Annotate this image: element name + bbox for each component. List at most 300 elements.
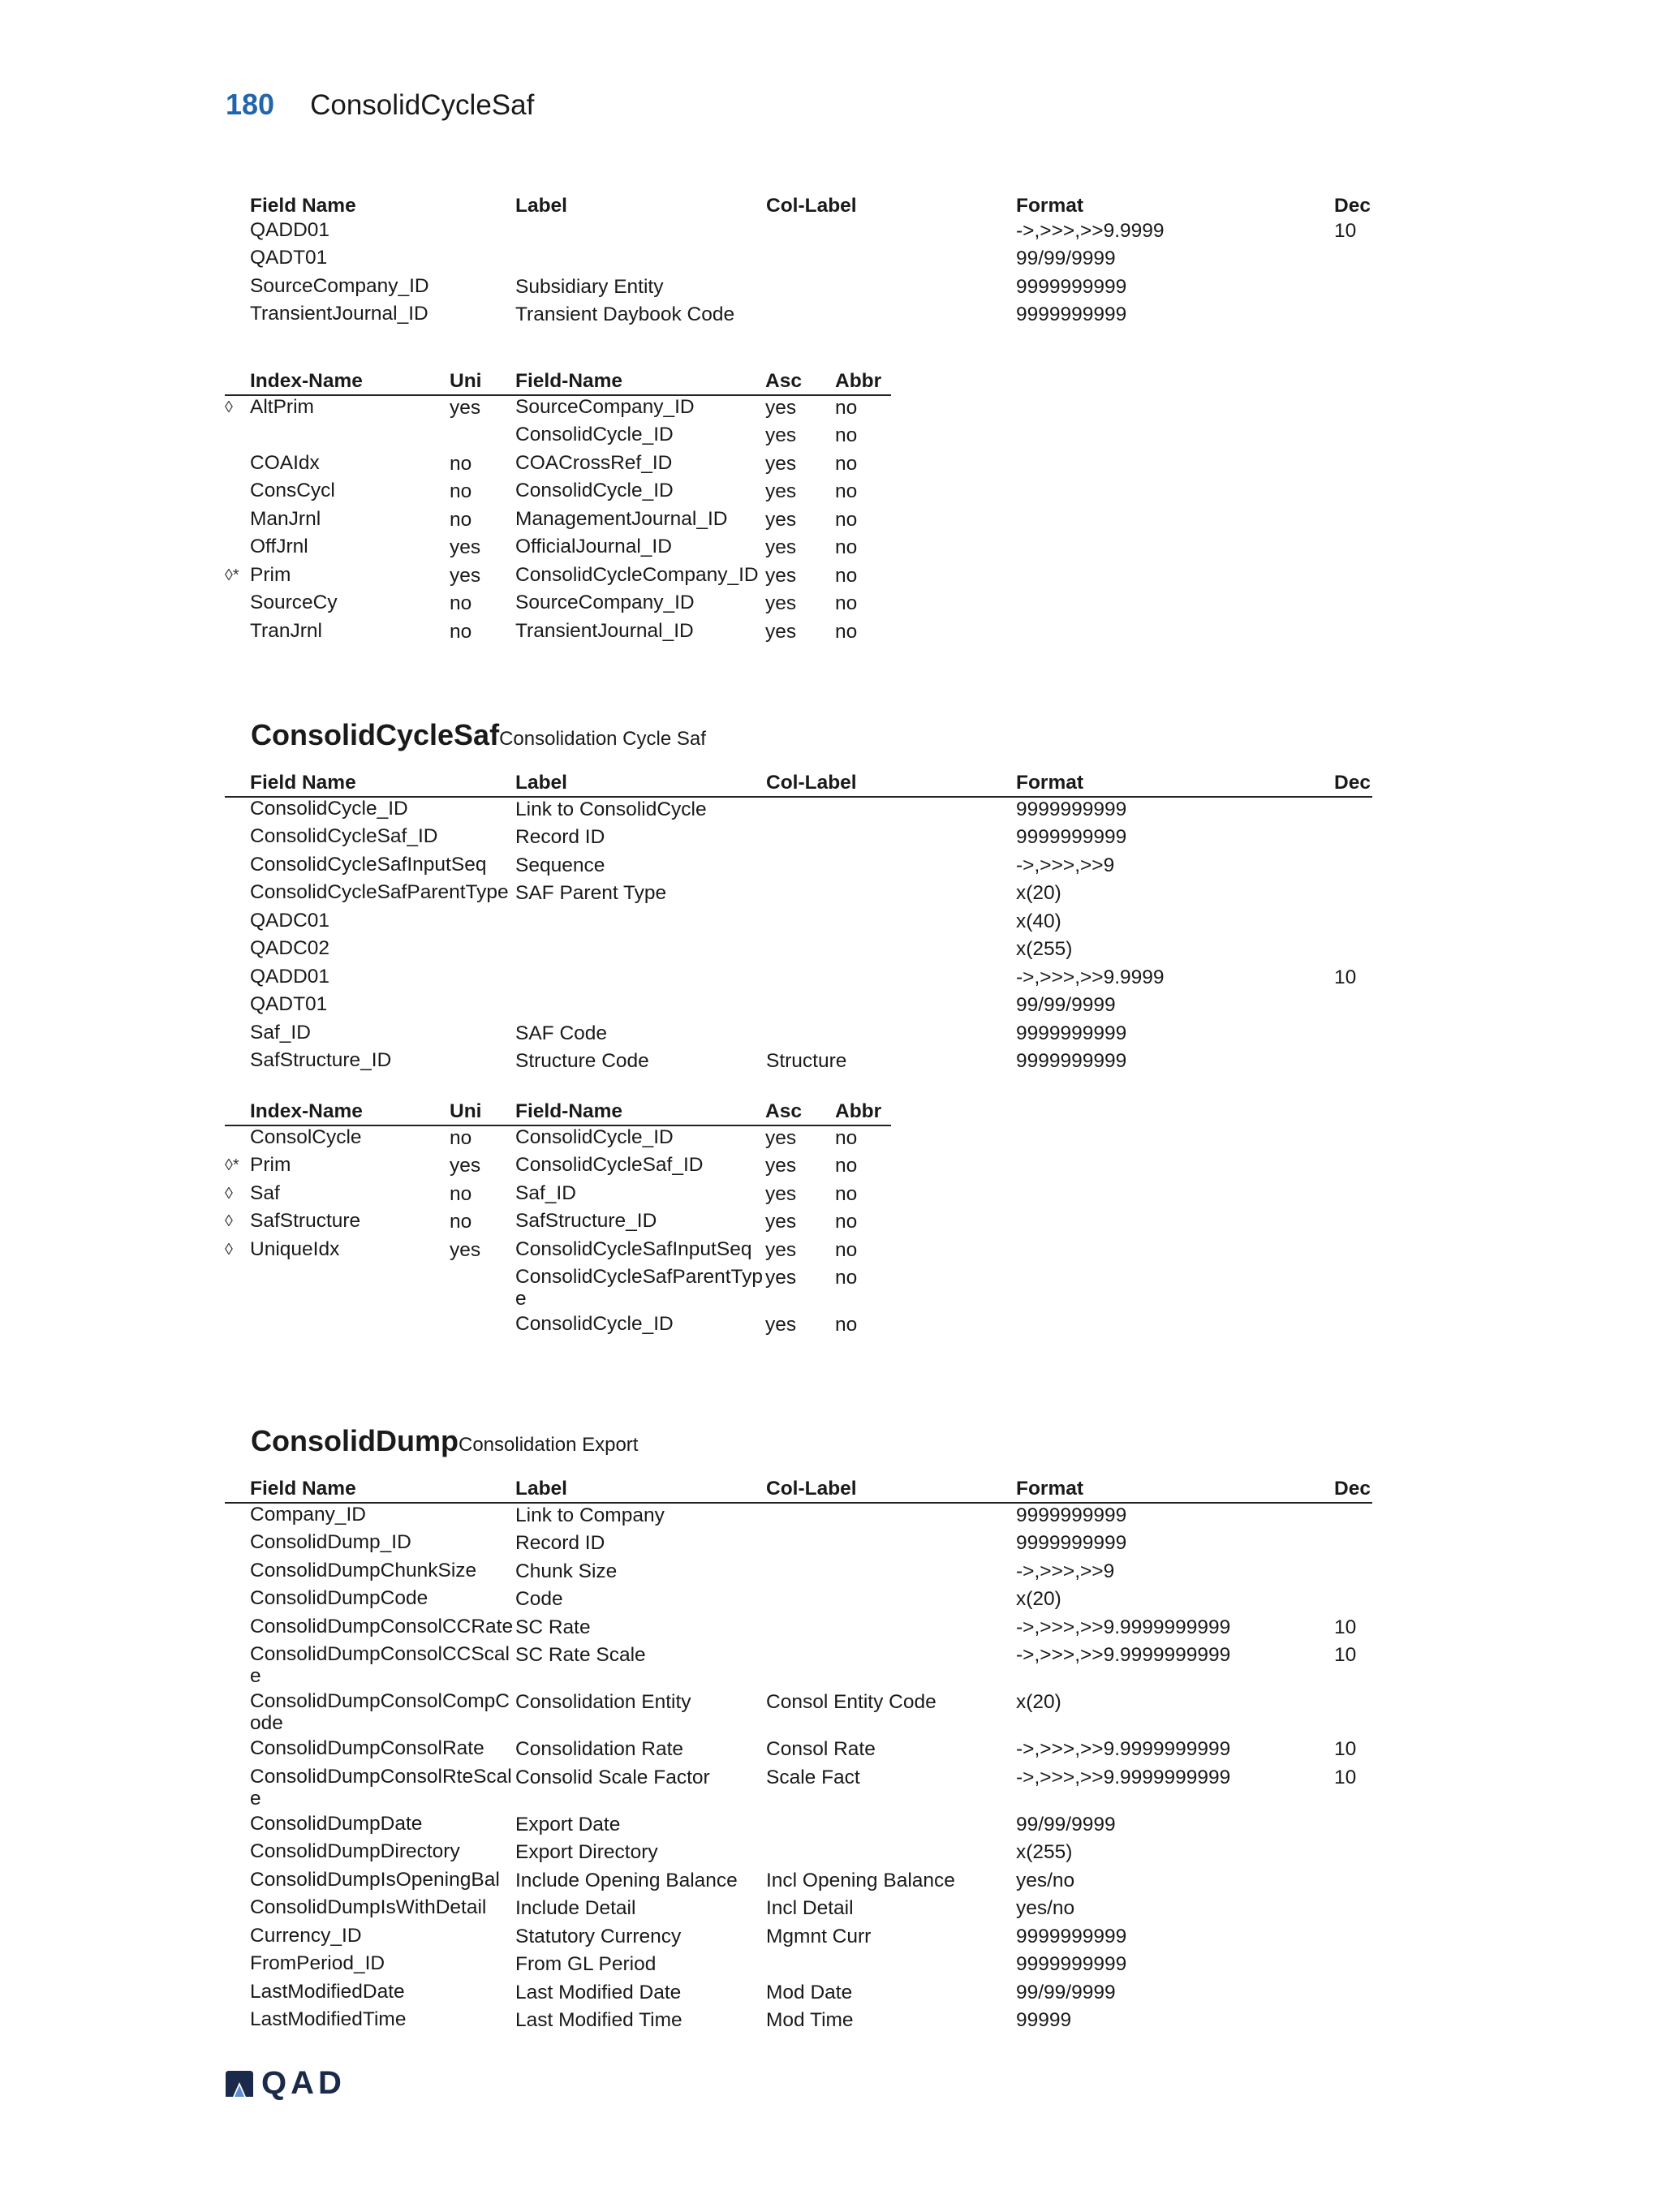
field-label: Record ID — [515, 1532, 605, 1554]
field-name: Currency_ID — [250, 1924, 362, 1947]
decimals — [1334, 1022, 1372, 1050]
field-row — [225, 1869, 1372, 1897]
unique-flag: no — [450, 1182, 472, 1205]
abbreviated-flag: no — [835, 536, 858, 558]
index-name: UniqueIdx — [250, 1237, 340, 1260]
field-row — [225, 1952, 1372, 1981]
field-row — [225, 1587, 1372, 1616]
column-label — [766, 1952, 1016, 1981]
abbreviated-flag: no — [835, 1155, 858, 1177]
index-row — [225, 1313, 891, 1341]
index-marker — [225, 536, 250, 564]
field-format: 9999999999 — [1016, 1532, 1127, 1554]
header-col-label: Col-Label — [766, 771, 1016, 797]
spacer — [225, 275, 250, 303]
header-dec: Dec — [1334, 195, 1371, 217]
index-marker — [225, 452, 250, 480]
decimals — [1334, 1560, 1372, 1588]
unique-flag: no — [450, 1211, 472, 1233]
unique-flag: no — [450, 1126, 472, 1149]
index-name: SourceCy — [250, 592, 338, 613]
spacer — [225, 1022, 250, 1050]
field-format: 9999999999 — [1016, 1504, 1127, 1526]
spacer — [225, 1737, 250, 1766]
field-row — [225, 219, 1372, 247]
decimals: 10 — [1334, 1616, 1357, 1638]
spacer — [225, 219, 250, 247]
decimals — [1334, 247, 1372, 275]
column-label — [766, 1840, 1016, 1869]
field-name: QADT01 — [250, 993, 328, 1015]
index-field-name: SourceCompany_ID — [515, 592, 695, 613]
spacer — [225, 247, 250, 275]
field-row — [225, 1813, 1372, 1841]
field-label: Export Directory — [515, 1841, 658, 1863]
field-row — [225, 2008, 1372, 2037]
index-marker — [225, 1266, 250, 1313]
column-label — [766, 937, 1016, 966]
field-row — [225, 910, 1372, 938]
field-row — [225, 1737, 1372, 1766]
abbreviated-flag: no — [835, 1126, 858, 1149]
header-uni: Uni — [450, 369, 515, 395]
column-label — [766, 247, 1016, 275]
index-row — [225, 424, 891, 452]
index-name: ConsolCycle — [250, 1125, 362, 1148]
unique-flag — [450, 424, 515, 452]
decimals — [1334, 854, 1372, 882]
decimals: 10 — [1334, 1738, 1357, 1760]
ascending-flag: yes — [765, 396, 797, 419]
field-name: FromPeriod_ID — [250, 1952, 385, 1974]
field-name: QADC01 — [250, 909, 330, 932]
field-format: 99999 — [1016, 2009, 1072, 2031]
index-name — [250, 1313, 450, 1341]
field-name: ConsolidDumpIsOpeningBal — [250, 1868, 500, 1891]
spacer — [225, 1766, 250, 1813]
spacer — [225, 966, 250, 994]
field-label: SC Rate — [515, 1616, 591, 1638]
index-field-name: ConsolidCycle_ID — [515, 1125, 674, 1148]
index-field-name: ConsolidCycleSaf_ID — [515, 1154, 704, 1176]
decimals — [1334, 1925, 1372, 1953]
header-field-name: Field Name — [250, 771, 515, 797]
ascending-flag: yes — [765, 1182, 797, 1205]
field-format: x(40) — [1016, 910, 1061, 932]
decimals — [1334, 1952, 1372, 1981]
continued-field-table — [225, 194, 1372, 331]
decimals — [1334, 1690, 1372, 1737]
header-dec: Dec — [1334, 771, 1372, 797]
field-row — [225, 854, 1372, 882]
field-format: 9999999999 — [1016, 1050, 1127, 1072]
unique-flag: yes — [450, 564, 481, 587]
decimals — [1334, 993, 1372, 1022]
index-row — [225, 1154, 891, 1182]
index-field-name: ManagementJournal_ID — [515, 507, 728, 530]
field-label: Link to Company — [515, 1504, 665, 1526]
index-field-name: Saf_ID — [515, 1181, 576, 1204]
field-label: Include Detail — [515, 1897, 636, 1919]
header-format: Format — [1016, 771, 1334, 797]
index-name: ConsCycl — [250, 480, 335, 501]
spacer — [225, 1503, 250, 1532]
column-label: Scale Fact — [766, 1766, 860, 1788]
index-name: Prim — [250, 1154, 291, 1176]
column-label — [766, 1643, 1016, 1690]
field-label: Include Opening Balance — [515, 1869, 738, 1891]
field-name: ConsolidCycleSafInputSeq — [250, 853, 487, 876]
index-marker — [225, 1313, 250, 1341]
spacer — [225, 825, 250, 854]
field-label — [515, 910, 766, 938]
spacer — [225, 1560, 250, 1588]
ascending-flag: yes — [765, 620, 797, 643]
spacer — [225, 797, 250, 826]
column-label: Consol Rate — [766, 1738, 876, 1760]
index-name: Saf — [250, 1181, 280, 1204]
decimals — [1334, 937, 1372, 966]
ascending-flag: yes — [765, 480, 797, 502]
header-label: Label — [515, 771, 766, 797]
field-row — [225, 1049, 1372, 1078]
table-description: Consolidation Cycle Saf — [499, 728, 706, 750]
field-row — [225, 1690, 1372, 1737]
index-name: OffJrnl — [250, 536, 308, 557]
decimals — [1334, 1813, 1372, 1841]
spacer — [225, 993, 250, 1022]
column-label — [766, 1560, 1016, 1588]
field-name: Saf_ID — [250, 1021, 311, 1044]
consolidcyclesaf-index-table — [225, 1100, 891, 1341]
field-format: 99/99/9999 — [1016, 1981, 1116, 2003]
field-row — [225, 797, 1372, 826]
ascending-flag: yes — [765, 508, 797, 531]
spacer — [225, 910, 250, 938]
header-col-label: Col-Label — [766, 195, 857, 217]
column-label: Consol Entity Code — [766, 1691, 936, 1713]
index-field-name: COACrossRef_ID — [515, 451, 673, 474]
field-format: 9999999999 — [1016, 1925, 1127, 1947]
index-marker: ◊ — [225, 1212, 233, 1230]
field-name: ConsolidDumpDirectory — [250, 1840, 460, 1862]
spacer — [225, 1896, 250, 1925]
field-name: ConsolidDumpConsolCCScale — [250, 1643, 510, 1687]
field-name: ConsolidCycleSafParentType — [250, 881, 509, 903]
field-label — [515, 993, 766, 1022]
index-field-name: ConsolidCycleSafInputSeq — [515, 1237, 752, 1260]
header-field-name: Field Name — [250, 195, 356, 217]
ascending-flag: yes — [765, 424, 797, 446]
abbreviated-flag: no — [835, 424, 858, 446]
field-name: ConsolidDumpChunkSize — [250, 1559, 477, 1582]
field-format: ->,>>>,>>9.9999999999 — [1016, 1738, 1231, 1760]
field-label: Subsidiary Entity — [515, 275, 664, 298]
header-label: Label — [515, 1477, 766, 1503]
table-description: Consolidation Export — [458, 1434, 639, 1456]
page-number: 180 — [226, 88, 275, 121]
decimals — [1334, 1869, 1372, 1897]
unique-flag: no — [450, 480, 472, 502]
section-title-consolidcyclesaf — [251, 718, 706, 752]
field-label: Consolid Scale Factor — [515, 1766, 710, 1788]
decimals: 10 — [1334, 219, 1357, 242]
abbreviated-flag: no — [835, 564, 858, 587]
field-format: 9999999999 — [1016, 1022, 1127, 1044]
decimals — [1334, 1531, 1372, 1560]
field-name: ConsolidDumpDate — [250, 1812, 423, 1835]
column-label — [766, 1813, 1016, 1841]
header-asc: Asc — [765, 1100, 835, 1125]
abbreviated-flag: no — [835, 1314, 858, 1336]
field-row — [225, 1925, 1372, 1953]
field-row — [225, 1643, 1372, 1690]
field-name: SourceCompany_ID — [250, 274, 429, 297]
index-marker: ◊ — [225, 398, 233, 416]
header-field-name: Field Name — [250, 1477, 515, 1503]
column-label: Mgmnt Curr — [766, 1925, 872, 1947]
abbreviated-flag: no — [835, 452, 858, 475]
decimals: 10 — [1334, 966, 1357, 988]
field-name: SafStructure_ID — [250, 1049, 392, 1071]
unique-flag — [450, 1266, 515, 1313]
field-label: From GL Period — [515, 1953, 657, 1975]
field-format: 9999999999 — [1016, 303, 1127, 325]
field-name: LastModifiedDate — [250, 1980, 405, 2003]
field-row — [225, 275, 1372, 303]
field-label: Last Modified Date — [515, 1981, 682, 2003]
spacer — [225, 1531, 250, 1560]
decimals — [1334, 825, 1372, 854]
field-row — [225, 1560, 1372, 1588]
index-name: COAIdx — [250, 451, 320, 474]
header-dec: Dec — [1334, 1477, 1372, 1503]
field-label: SAF Code — [515, 1022, 608, 1044]
index-name: Prim — [250, 563, 291, 586]
abbreviated-flag: no — [835, 480, 858, 502]
column-label: Mod Time — [766, 2009, 854, 2031]
abbreviated-flag: no — [835, 1211, 858, 1233]
column-label: Mod Date — [766, 1981, 853, 2003]
column-label — [766, 1022, 1016, 1050]
index-row — [225, 564, 891, 592]
column-label — [766, 275, 1016, 303]
unique-flag — [450, 1313, 515, 1341]
field-format: ->,>>>,>>9.9999 — [1016, 219, 1165, 242]
field-format: ->,>>>,>>9 — [1016, 1560, 1115, 1582]
decimals — [1334, 1840, 1372, 1869]
column-label — [766, 910, 1016, 938]
index-marker — [225, 592, 250, 620]
index-name: TranJrnl — [250, 619, 322, 642]
decimals — [1334, 1503, 1372, 1532]
spacer — [225, 1869, 250, 1897]
field-name: ConsolidDump_ID — [250, 1531, 411, 1553]
ascending-flag: yes — [765, 1211, 797, 1233]
decimals — [1334, 1896, 1372, 1925]
index-row — [225, 452, 891, 480]
unique-flag: no — [450, 452, 472, 475]
index-field-name: ConsolidCycle_ID — [515, 480, 674, 501]
decimals: 10 — [1334, 1766, 1357, 1788]
index-marker — [225, 508, 250, 536]
ascending-flag: yes — [765, 536, 797, 558]
index-marker: ◊ — [225, 1184, 233, 1203]
index-marker — [225, 480, 250, 508]
ascending-flag: yes — [765, 592, 797, 614]
field-row — [225, 1766, 1372, 1813]
unique-flag: yes — [450, 1155, 481, 1177]
field-format: ->,>>>,>>9.9999999999 — [1016, 1766, 1231, 1788]
field-format: x(255) — [1016, 938, 1073, 960]
field-name: ConsolidDumpConsolCCRate — [250, 1615, 514, 1637]
field-row — [225, 993, 1372, 1022]
index-field-name: ConsolidCycleCompany_ID — [515, 563, 759, 586]
field-format: 99/99/9999 — [1016, 247, 1116, 269]
spacer — [225, 854, 250, 882]
header-index-name: Index-Name — [250, 369, 450, 395]
spacer — [225, 1840, 250, 1869]
column-label — [766, 825, 1016, 854]
spacer — [225, 881, 250, 910]
spacer — [225, 1813, 250, 1841]
index-marker: ◊ — [225, 1240, 233, 1259]
field-format: ->,>>>,>>9.9999999999 — [1016, 1644, 1231, 1666]
page-title: ConsolidCycleSaf — [310, 89, 535, 121]
abbreviated-flag: no — [835, 508, 858, 531]
field-format: 99/99/9999 — [1016, 994, 1116, 1016]
field-name: ConsolidDumpConsolCompCode — [250, 1690, 510, 1734]
header-index-name: Index-Name — [250, 1100, 450, 1125]
field-row — [225, 247, 1372, 275]
header-label: Label — [515, 195, 567, 217]
field-label: SC Rate Scale — [515, 1644, 646, 1666]
ascending-flag: yes — [765, 1155, 797, 1177]
spacer — [225, 1690, 250, 1737]
field-format: ->,>>>,>>9 — [1016, 854, 1115, 876]
spacer — [225, 1981, 250, 2009]
consolidcyclesaf-field-table — [225, 771, 1372, 1078]
index-row — [225, 592, 891, 620]
header-format: Format — [1016, 1477, 1334, 1503]
decimals — [1334, 275, 1372, 303]
field-label — [515, 937, 766, 966]
field-format: x(20) — [1016, 1588, 1061, 1610]
abbreviated-flag: no — [835, 592, 858, 614]
page-header — [226, 88, 534, 136]
qad-logo-icon — [224, 2069, 255, 2098]
ascending-flag: yes — [765, 452, 797, 475]
continued-index-table — [225, 369, 891, 648]
ascending-flag: yes — [765, 1238, 797, 1261]
field-label: SAF Parent Type — [515, 882, 667, 904]
field-format: x(255) — [1016, 1841, 1073, 1863]
field-label: Code — [515, 1588, 563, 1610]
ascending-flag: yes — [765, 1314, 797, 1336]
index-row — [225, 620, 891, 648]
field-label: Export Date — [515, 1813, 621, 1835]
field-format: ->,>>>,>>9.9999 — [1016, 966, 1165, 988]
unique-flag: no — [450, 508, 472, 531]
abbreviated-flag: no — [835, 1238, 858, 1261]
index-row — [225, 1125, 891, 1155]
index-field-name: TransientJournal_ID — [515, 619, 694, 642]
index-row — [225, 1238, 891, 1267]
column-label — [766, 303, 1016, 331]
index-row — [225, 1266, 891, 1313]
index-field-name: ConsolidCycle_ID — [515, 424, 674, 445]
spacer — [225, 1643, 250, 1690]
spacer — [225, 1925, 250, 1953]
decimals — [1334, 797, 1372, 826]
index-marker — [225, 1125, 250, 1155]
field-label: Consolidation Rate — [515, 1738, 684, 1760]
column-label: Structure — [766, 1050, 847, 1072]
unique-flag: no — [450, 620, 472, 643]
field-name: ConsolidDumpConsolRteScale — [250, 1765, 512, 1810]
abbreviated-flag: no — [835, 396, 858, 419]
decimals — [1334, 1981, 1372, 2009]
spacer — [225, 937, 250, 966]
consoliddump-field-table — [225, 1477, 1372, 2037]
field-format: 99/99/9999 — [1016, 1813, 1116, 1835]
field-row — [225, 1616, 1372, 1644]
index-marker: ◊* — [225, 566, 239, 584]
index-name — [250, 1266, 450, 1313]
index-field-name: ConsolidCycleSafParentType — [515, 1266, 764, 1310]
header-field-name: Field-Name — [515, 1100, 765, 1125]
ascending-flag: yes — [765, 1267, 797, 1289]
abbreviated-flag: no — [835, 1182, 858, 1205]
index-row — [225, 480, 891, 508]
field-label: Chunk Size — [515, 1560, 618, 1582]
table-name: ConsolidCycleSaf — [251, 718, 500, 751]
index-name — [250, 424, 450, 452]
index-row — [225, 508, 891, 536]
column-label — [766, 1587, 1016, 1616]
field-label: Consolidation Entity — [515, 1691, 691, 1713]
field-row — [225, 937, 1372, 966]
unique-flag: yes — [450, 396, 481, 419]
header-asc: Asc — [765, 369, 835, 395]
decimals — [1334, 1049, 1372, 1078]
unique-flag: yes — [450, 536, 481, 558]
field-format: yes/no — [1016, 1897, 1075, 1919]
column-label: Incl Opening Balance — [766, 1869, 955, 1891]
field-row — [225, 1531, 1372, 1560]
field-row — [225, 1022, 1372, 1050]
column-label — [766, 1503, 1016, 1532]
field-name: QADD01 — [250, 965, 330, 988]
spacer — [225, 1587, 250, 1616]
decimals — [1334, 1587, 1372, 1616]
field-name: ConsolidDumpIsWithDetail — [250, 1896, 487, 1918]
index-row — [225, 1182, 891, 1211]
field-name: ConsolidCycle_ID — [250, 797, 408, 820]
field-label — [515, 966, 766, 994]
section-title-consoliddump — [251, 1424, 638, 1458]
field-row — [225, 881, 1372, 910]
field-label — [515, 219, 766, 247]
index-row — [225, 536, 891, 564]
column-label: Incl Detail — [766, 1897, 854, 1919]
index-marker — [225, 424, 250, 452]
ascending-flag: yes — [765, 564, 797, 587]
field-label: Transient Daybook Code — [515, 303, 735, 325]
column-label — [766, 219, 1016, 247]
field-format: x(20) — [1016, 1691, 1061, 1713]
unique-flag: yes — [450, 1238, 481, 1261]
